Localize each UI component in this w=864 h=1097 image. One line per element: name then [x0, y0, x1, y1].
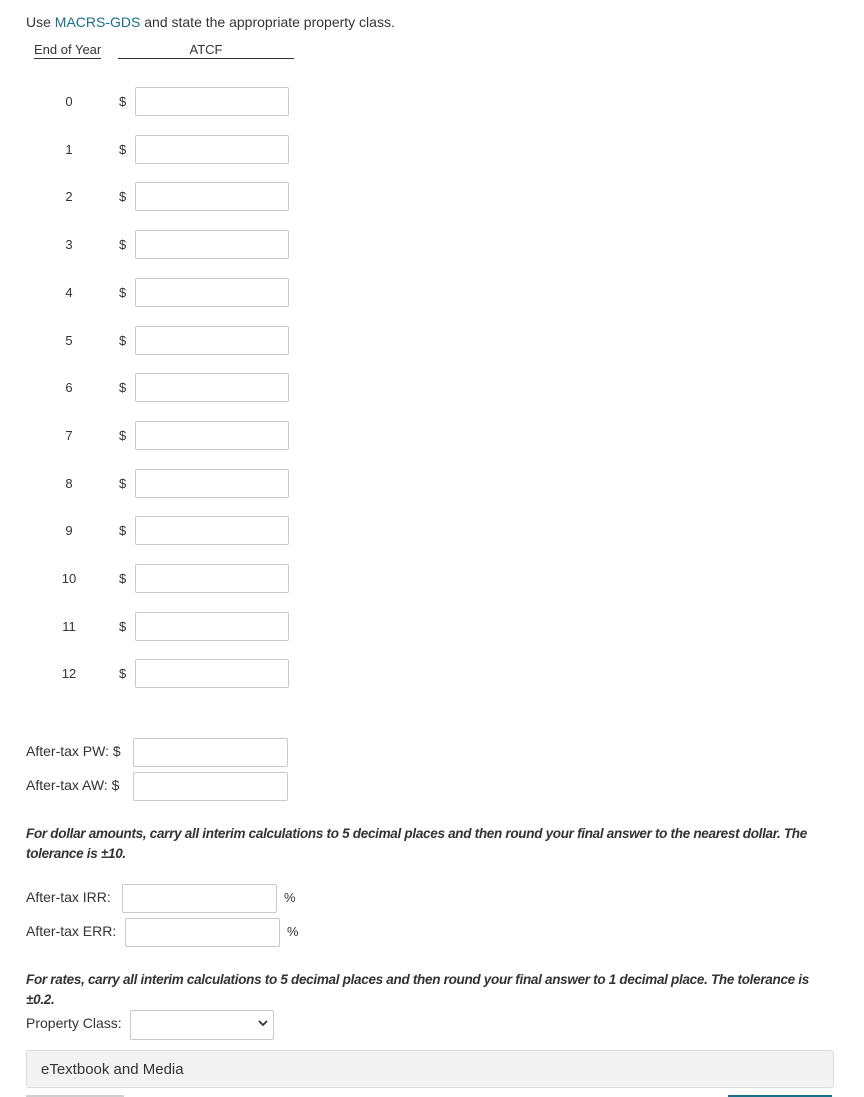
currency-symbol: $ [119, 189, 127, 205]
after-tax-pw-input[interactable] [133, 738, 288, 767]
currency-symbol: $ [119, 427, 127, 443]
year-label: 5 [65, 332, 73, 348]
atcf-row [0, 373, 300, 403]
atcf-input[interactable] [135, 421, 289, 450]
year-label: 0 [65, 94, 73, 109]
atcf-input[interactable] [135, 326, 289, 355]
atcf-row [0, 230, 300, 260]
atcf-input[interactable] [135, 373, 289, 402]
etextbook-media-label: eTextbook and Media [41, 1061, 184, 1078]
property-class-select[interactable] [130, 1010, 274, 1040]
currency-symbol: $ [119, 380, 127, 396]
year-label: 1 [65, 141, 73, 157]
err-percent-unit: % [287, 924, 299, 939]
currency-symbol: $ [119, 332, 127, 348]
currency-symbol: $ [119, 94, 127, 109]
atcf-input[interactable] [135, 564, 289, 593]
after-tax-irr-input[interactable] [122, 884, 277, 913]
year-label: 10 [61, 571, 77, 586]
column-header-end-of-year: End of Year [34, 42, 102, 57]
year-label: 12 [61, 666, 77, 682]
instructions-prefix: Use [26, 14, 55, 30]
atcf-input[interactable] [135, 278, 289, 307]
atcf-input[interactable] [135, 87, 289, 116]
chevron-down-icon [257, 1017, 269, 1029]
atcf-row [0, 421, 300, 451]
column-header-atcf: ATCF [118, 42, 294, 59]
atcf-row [0, 326, 300, 356]
year-label: 11 [62, 618, 76, 634]
irr-percent-unit: % [284, 890, 296, 905]
year-label: 6 [65, 380, 73, 396]
after-tax-pw-label: After-tax PW: $ [26, 743, 121, 759]
atcf-input[interactable] [135, 230, 289, 259]
currency-symbol: $ [119, 571, 127, 586]
atcf-input[interactable] [135, 135, 289, 164]
macrs-gds-link[interactable]: MACRS-GDS [54, 14, 141, 30]
atcf-row [0, 135, 300, 165]
currency-symbol: $ [119, 475, 127, 491]
atcf-input[interactable] [135, 659, 289, 688]
after-tax-err-input[interactable] [125, 918, 280, 947]
year-label: 9 [65, 523, 73, 539]
currency-symbol: $ [119, 237, 127, 253]
instructions-suffix: and state the appropriate property class. [140, 14, 395, 30]
atcf-input[interactable] [135, 612, 289, 641]
atcf-row [0, 564, 300, 594]
year-label: 8 [65, 475, 73, 491]
atcf-row [0, 469, 300, 499]
atcf-row [0, 182, 300, 212]
instructions [26, 14, 395, 30]
atcf-row [0, 87, 300, 117]
currency-symbol: $ [119, 618, 127, 634]
after-tax-aw-label: After-tax AW: $ [26, 777, 120, 793]
atcf-input[interactable] [135, 182, 289, 211]
year-label: 7 [65, 427, 73, 443]
year-label: 4 [65, 284, 73, 300]
etextbook-media-panel[interactable] [26, 1050, 834, 1088]
atcf-input[interactable] [135, 516, 289, 545]
after-tax-irr-label: After-tax IRR: [26, 889, 111, 905]
atcf-row [0, 516, 300, 546]
currency-symbol: $ [119, 141, 127, 157]
rate-rounding-note: For rates, carry all interim calculations to 5 decimal places and then round your final answer to 1 decimal place. The tolerance is ±0.2. [26, 972, 809, 1007]
currency-symbol: $ [119, 523, 127, 539]
year-label: 2 [65, 189, 73, 205]
atcf-row [0, 278, 300, 308]
currency-symbol: $ [119, 284, 127, 300]
property-class-label: Property Class: [26, 1015, 122, 1031]
after-tax-aw-input[interactable] [133, 772, 288, 801]
atcf-row [0, 659, 300, 689]
dollar-rounding-note: For dollar amounts, carry all interim calculations to 5 decimal places and then round your final answer to the nearest dollar. The tolerance is ±10. [26, 826, 807, 861]
atcf-row [0, 612, 300, 642]
year-label: 3 [65, 237, 73, 253]
currency-symbol: $ [119, 666, 127, 682]
after-tax-err-label: After-tax ERR: [26, 923, 117, 939]
atcf-input[interactable] [135, 469, 289, 498]
